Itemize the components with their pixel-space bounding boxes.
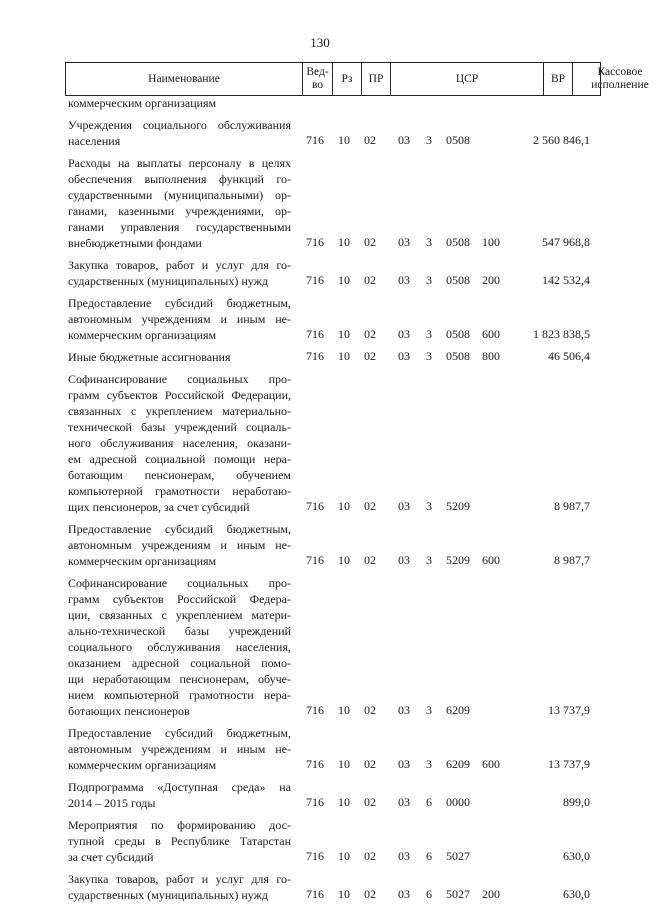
page-number: 130 bbox=[310, 35, 330, 50]
row-name-line: внебюджетными фондами bbox=[68, 236, 202, 250]
row-name-line: технической базы учреждений социаль- bbox=[68, 420, 291, 434]
table-row bbox=[0, 155, 640, 251]
cell-sum: 13 737,9 bbox=[548, 703, 590, 717]
cell-csr1: 03 bbox=[398, 327, 410, 341]
cell-ved: 716 bbox=[306, 553, 324, 567]
cell-csr1: 03 bbox=[398, 349, 410, 363]
row-name-line: нием компьютерной грамотности нера- bbox=[68, 688, 291, 702]
cell-ved: 716 bbox=[306, 349, 324, 363]
row-name-line: Софинансирование социальных про- bbox=[68, 372, 291, 386]
table-row bbox=[0, 257, 640, 289]
cell-csr2: 3 bbox=[426, 327, 432, 341]
cell-sum: 630,0 bbox=[563, 849, 590, 863]
cell-csr3: 0000 bbox=[446, 795, 470, 809]
cell-sum: 1 823 838,5 bbox=[533, 327, 590, 341]
row-name-line: коммерческим организациям bbox=[68, 96, 217, 110]
row-name-line: Закупка товаров, работ и услуг для го- bbox=[68, 872, 291, 886]
row-name-line: щих пенсионеров, за счет субсидий bbox=[68, 500, 250, 514]
table-header bbox=[65, 62, 649, 96]
cell-csr2: 6 bbox=[426, 849, 432, 863]
cell-pr: 02 bbox=[364, 553, 376, 567]
cell-csr1: 03 bbox=[398, 703, 410, 717]
cell-vr: 600 bbox=[482, 757, 500, 771]
row-name bbox=[68, 257, 291, 289]
row-name-line: связанных с укреплением материально- bbox=[68, 404, 291, 418]
cell-sum: 142 532,4 bbox=[542, 273, 590, 287]
cell-vr: 200 bbox=[482, 887, 500, 901]
cell-csr2: 3 bbox=[426, 553, 432, 567]
row-name bbox=[68, 95, 291, 111]
row-name bbox=[68, 779, 291, 811]
cell-csr1: 03 bbox=[398, 795, 410, 809]
cell-sum: 46 506,4 bbox=[548, 349, 590, 363]
header-ved bbox=[303, 63, 333, 95]
cell-pr: 02 bbox=[364, 849, 376, 863]
cell-ved: 716 bbox=[306, 795, 324, 809]
table-row bbox=[0, 521, 640, 569]
row-name-line: автономным учреждениям и иным не- bbox=[68, 312, 291, 326]
cell-pr: 02 bbox=[364, 349, 376, 363]
row-name-line: сударственных (муниципальных) нужд bbox=[68, 888, 268, 902]
cell-pr: 02 bbox=[364, 327, 376, 341]
row-name bbox=[68, 349, 291, 365]
row-name-line: ально-технической базы учреждений bbox=[68, 624, 291, 638]
row-name-line: оказанием адресной социальной помо- bbox=[68, 656, 291, 670]
header-ved-line1: Вед- bbox=[306, 66, 329, 79]
row-name-line: ганами, казенными учреждениями, ор- bbox=[68, 204, 291, 218]
cell-csr3: 0508 bbox=[446, 235, 470, 249]
cell-rz: 10 bbox=[338, 553, 350, 567]
row-name-line: ботающим пенсионерам, обучением bbox=[68, 468, 291, 482]
row-name-line: коммерческим организациям bbox=[68, 328, 217, 342]
cell-ved: 716 bbox=[306, 703, 324, 717]
cell-pr: 02 bbox=[364, 887, 376, 901]
table-row bbox=[0, 871, 640, 903]
row-name-line: коммерческим организациям bbox=[68, 758, 217, 772]
cell-rz: 10 bbox=[338, 327, 350, 341]
cell-sum: 630,0 bbox=[563, 887, 590, 901]
row-name-line: Иные бюджетные ассигнования bbox=[68, 350, 231, 364]
cell-csr3: 5027 bbox=[446, 887, 470, 901]
row-name-line: ганами управления государственными bbox=[68, 220, 291, 234]
cell-pr: 02 bbox=[364, 133, 376, 147]
row-name-line: населения bbox=[68, 134, 121, 148]
cell-sum: 8 987,7 bbox=[554, 499, 590, 513]
row-name bbox=[68, 575, 291, 719]
cell-pr: 02 bbox=[364, 235, 376, 249]
cell-csr2: 3 bbox=[426, 133, 432, 147]
row-name bbox=[68, 521, 291, 569]
cell-sum: 13 737,9 bbox=[548, 757, 590, 771]
cell-csr3: 0508 bbox=[446, 327, 470, 341]
cell-vr: 200 bbox=[482, 273, 500, 287]
header-name: Наименование bbox=[66, 63, 303, 95]
row-name-line: Предоставление субсидий бюджетным, bbox=[68, 296, 291, 310]
table-row bbox=[0, 371, 640, 515]
cell-sum: 2 560 846,1 bbox=[533, 133, 590, 147]
cell-csr1: 03 bbox=[398, 499, 410, 513]
cell-csr2: 6 bbox=[426, 795, 432, 809]
row-name-line: ботающих пенсионеров bbox=[68, 704, 190, 718]
row-name-line: ем адресной социальной помощи нера- bbox=[68, 452, 291, 466]
cell-sum: 547 968,8 bbox=[542, 235, 590, 249]
cell-pr: 02 bbox=[364, 757, 376, 771]
cell-rz: 10 bbox=[338, 887, 350, 901]
cell-pr: 02 bbox=[364, 273, 376, 287]
cell-rz: 10 bbox=[338, 499, 350, 513]
cell-rz: 10 bbox=[338, 349, 350, 363]
cell-csr2: 3 bbox=[426, 273, 432, 287]
cell-csr3: 0508 bbox=[446, 349, 470, 363]
table-row bbox=[0, 349, 640, 365]
cell-vr: 100 bbox=[482, 235, 500, 249]
header-csr: ЦСР bbox=[391, 63, 544, 95]
row-name-line: 2014 – 2015 годы bbox=[68, 796, 156, 810]
header-pr: ПР bbox=[362, 63, 391, 95]
header-ved-line2: во bbox=[311, 79, 324, 91]
cell-csr2: 6 bbox=[426, 887, 432, 901]
row-name-line: сударственных (муниципальных) нужд bbox=[68, 274, 268, 288]
row-name-line: Предоставление субсидий бюджетным, bbox=[68, 522, 291, 536]
cell-csr2: 3 bbox=[426, 499, 432, 513]
row-name-line: за счет субсидий bbox=[68, 850, 154, 864]
header-sum bbox=[573, 63, 667, 95]
row-name-line: Закупка товаров, работ и услуг для го- bbox=[68, 258, 291, 272]
cell-ved: 716 bbox=[306, 887, 324, 901]
cell-csr3: 5209 bbox=[446, 499, 470, 513]
cell-ved: 716 bbox=[306, 499, 324, 513]
cell-pr: 02 bbox=[364, 499, 376, 513]
row-name bbox=[68, 725, 291, 773]
row-name bbox=[68, 155, 291, 251]
cell-ved: 716 bbox=[306, 133, 324, 147]
header-rz: Рз bbox=[333, 63, 362, 95]
cell-csr1: 03 bbox=[398, 757, 410, 771]
cell-rz: 10 bbox=[338, 133, 350, 147]
row-name-line: социального обслуживания населения, bbox=[68, 640, 291, 654]
cell-ved: 716 bbox=[306, 327, 324, 341]
cell-csr3: 5027 bbox=[446, 849, 470, 863]
table-row bbox=[0, 575, 640, 719]
table-row bbox=[0, 95, 640, 111]
cell-vr: 800 bbox=[482, 349, 500, 363]
table-row bbox=[0, 117, 640, 149]
row-name-line: ного обслуживания населения, оказани- bbox=[68, 436, 291, 450]
cell-csr2: 3 bbox=[426, 703, 432, 717]
table-row bbox=[0, 817, 640, 865]
cell-ved: 716 bbox=[306, 235, 324, 249]
cell-pr: 02 bbox=[364, 795, 376, 809]
row-name-line: сударственными (муниципальными) ор- bbox=[68, 188, 291, 202]
cell-sum: 899,0 bbox=[563, 795, 590, 809]
cell-rz: 10 bbox=[338, 849, 350, 863]
cell-csr2: 3 bbox=[426, 235, 432, 249]
cell-ved: 716 bbox=[306, 273, 324, 287]
cell-csr1: 03 bbox=[398, 553, 410, 567]
header-sum-line2: исполнение bbox=[591, 79, 649, 91]
cell-rz: 10 bbox=[338, 273, 350, 287]
row-name-line: Предоставление субсидий бюджетным, bbox=[68, 726, 291, 740]
row-name-line: автономным учреждениям и иным не- bbox=[68, 742, 291, 756]
cell-csr3: 5209 bbox=[446, 553, 470, 567]
cell-csr1: 03 bbox=[398, 133, 410, 147]
row-name-line: Расходы на выплаты персоналу в целях bbox=[68, 156, 291, 170]
table-row bbox=[0, 725, 640, 773]
row-name-line: Мероприятия по формированию дос- bbox=[68, 818, 291, 832]
cell-rz: 10 bbox=[338, 795, 350, 809]
row-name-line: грамм субъектов Российской Федера- bbox=[68, 592, 291, 606]
cell-csr3: 6209 bbox=[446, 757, 470, 771]
row-name-line: компьютерной грамотности неработаю- bbox=[68, 484, 291, 498]
row-name bbox=[68, 117, 291, 149]
cell-csr3: 0508 bbox=[446, 273, 470, 287]
row-name-line: коммерческим организациям bbox=[68, 554, 217, 568]
cell-csr1: 03 bbox=[398, 235, 410, 249]
cell-csr1: 03 bbox=[398, 849, 410, 863]
header-sum-line1: Кассовое bbox=[597, 66, 643, 79]
row-name-line: Софинансирование социальных про- bbox=[68, 576, 291, 590]
row-name bbox=[68, 871, 291, 903]
row-name-line: грамм субъектов Российской Федерации, bbox=[68, 388, 291, 402]
cell-pr: 02 bbox=[364, 703, 376, 717]
cell-vr: 600 bbox=[482, 553, 500, 567]
cell-rz: 10 bbox=[338, 757, 350, 771]
row-name-line: автономным учреждениям и иным не- bbox=[68, 538, 291, 552]
table-row bbox=[0, 295, 640, 343]
cell-csr3: 6209 bbox=[446, 703, 470, 717]
cell-ved: 716 bbox=[306, 849, 324, 863]
cell-ved: 716 bbox=[306, 757, 324, 771]
row-name-line: ции, связанных с укреплением матери- bbox=[68, 608, 291, 622]
row-name-line: щи неработающим пенсионерам, обуче- bbox=[68, 672, 291, 686]
cell-csr2: 3 bbox=[426, 757, 432, 771]
row-name bbox=[68, 817, 291, 865]
header-vr: ВР bbox=[544, 63, 573, 95]
cell-rz: 10 bbox=[338, 235, 350, 249]
cell-csr3: 0508 bbox=[446, 133, 470, 147]
row-name bbox=[68, 371, 291, 515]
cell-rz: 10 bbox=[338, 703, 350, 717]
row-name-line: Подпрограмма «Доступная среда» на bbox=[68, 780, 291, 794]
cell-sum: 8 987,7 bbox=[554, 553, 590, 567]
cell-csr2: 3 bbox=[426, 349, 432, 363]
cell-vr: 600 bbox=[482, 327, 500, 341]
cell-csr1: 03 bbox=[398, 273, 410, 287]
row-name-line: тупной среды в Республике Татарстан bbox=[68, 834, 291, 848]
table-row bbox=[0, 779, 640, 811]
row-name-line: Учреждения социального обслуживания bbox=[68, 118, 291, 132]
cell-csr1: 03 bbox=[398, 887, 410, 901]
row-name-line: обеспечения выполнения функций го- bbox=[68, 172, 291, 186]
row-name bbox=[68, 295, 291, 343]
